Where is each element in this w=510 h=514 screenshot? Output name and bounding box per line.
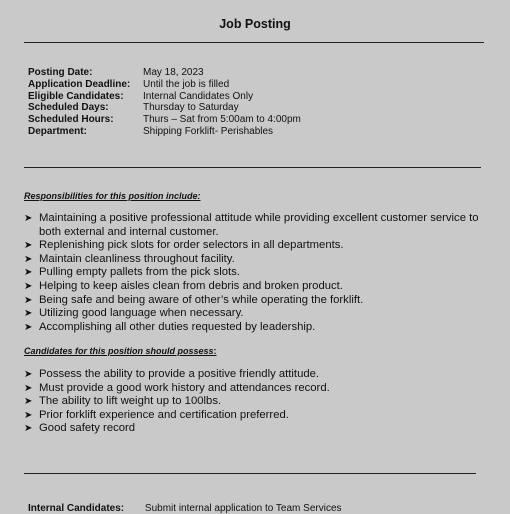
detail-value: Thursday to Saturday [143,102,239,114]
arrowhead-bullet-icon: ➤ [24,369,33,380]
footer-label: Internal Candidates: [28,503,125,514]
arrowhead-bullet-icon: ➤ [24,240,33,252]
detail-label: Department: [28,125,87,137]
list-item [24,294,494,308]
candidates-heading-colon: : [213,346,217,356]
detail-label: Posting Date: [28,67,93,78]
list-item [24,422,494,436]
detail-value: Internal Candidates Only [143,90,254,102]
detail-label: Eligible Candidates: [28,90,124,102]
list-item [24,253,494,267]
list-item-text: Good safety record [39,422,136,435]
list-item-text: Prior forklift experience and certification preferred. [39,408,289,421]
footer-line [28,503,342,514]
list-item [24,321,494,335]
list-item-text: Pulling empty pallets from the pick slots. [39,266,240,279]
detail-value: Shipping Forklift- Perishables [143,125,274,137]
list-item-text: Replenishing pick slots for order selectors in all departments. [39,239,344,252]
arrowhead-bullet-icon: ➤ [24,409,33,421]
list-item [24,280,494,294]
detail-row-eligible-candidates [28,91,301,103]
list-item [24,409,494,423]
detail-value: Thurs – Sat from 5:00am to 4:00pm [143,114,301,126]
arrowhead-bullet-icon: ➤ [24,253,33,265]
responsibilities-heading: Responsibilities for this position include: [24,191,201,201]
document-title: Job Posting [219,17,291,31]
arrowhead-bullet-icon: ➤ [24,321,33,333]
arrowhead-bullet-icon: ➤ [24,294,33,306]
list-item-text: Must provide a good work history and attendances record. [39,381,330,394]
candidates-heading: Candidates for this position should possess [24,346,214,356]
arrowhead-bullet-icon: ➤ [24,308,33,320]
detail-row-department [28,126,301,138]
candidates-list [24,368,494,436]
details-divider [24,167,481,168]
arrowhead-bullet-icon: ➤ [24,396,33,408]
detail-label: Scheduled Days: [28,102,109,114]
list-item-text: Maintain cleanliness throughout facility. [39,252,235,265]
list-item [24,307,494,321]
list-item-text: Accomplishing all other duties requested by leadership. [39,320,316,333]
candidates-divider [24,473,476,474]
list-item-text: Being safe and being aware of other’s while operating the forklift. [39,293,364,306]
list-item-text: The ability to lift weight up to 100lbs. [39,395,222,408]
list-item-text: Possess the ability to provide a positive friendly attitude. [39,368,320,380]
arrowhead-bullet-icon: ➤ [24,267,33,279]
detail-row-scheduled-hours [28,114,301,126]
detail-value: May 18, 2023 [143,67,204,78]
list-item [24,382,494,396]
list-item-text: Helping to keep aisles clean from debris and broken product. [39,279,343,292]
detail-value: Until the job is filled [143,78,230,90]
detail-row-posting-date [28,67,301,79]
responsibilities-list [24,212,494,334]
list-item [24,239,494,253]
arrowhead-bullet-icon: ➤ [24,280,33,292]
detail-label: Scheduled Hours: [28,114,114,126]
list-item-text: Maintaining a positive professional attitude while providing excellent customer service to both external and internal customer. [39,212,479,238]
detail-row-scheduled-days [28,102,301,114]
list-item [24,395,494,409]
arrowhead-bullet-icon: ➤ [24,382,33,394]
arrowhead-bullet-icon: ➤ [24,423,33,435]
list-item [24,212,494,239]
footer-value: Submit internal application to Team Services [144,503,342,514]
posting-details [28,67,301,138]
list-item [24,266,494,280]
list-item-text: Utilizing good language when necessary. [39,307,244,320]
arrowhead-bullet-icon: ➤ [24,213,33,224]
detail-row-application-deadline [28,79,301,91]
candidates-heading-block [24,346,217,356]
detail-label: Application Deadline: [28,78,131,90]
list-item [24,368,494,382]
title-divider [24,42,484,43]
